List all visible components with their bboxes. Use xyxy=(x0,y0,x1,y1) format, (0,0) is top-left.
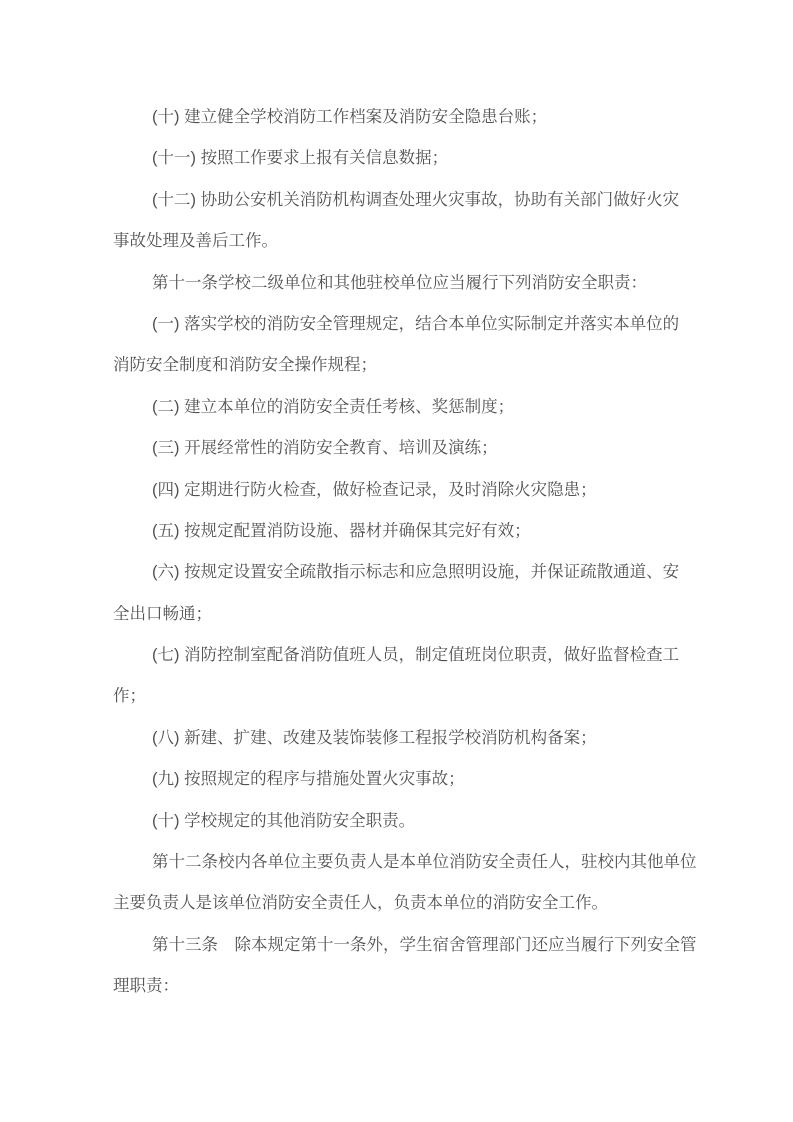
text-line: (十一) 按照工作要求上报有关信息数据； xyxy=(152,149,449,168)
text-line: 第十一条学校二级单位和其他驻校单位应当履行下列消防安全职责： xyxy=(152,273,647,292)
text-line: 第十二条校内各单位主要负责人是本单位消防安全责任人，驻校内其他单位 xyxy=(152,853,697,872)
text-line: 理职责： xyxy=(113,977,179,996)
text-line: 主要负责人是该单位消防安全责任人，负责本单位的消防安全工作。 xyxy=(113,894,608,913)
text-line: 事故处理及善后工作。 xyxy=(113,232,278,251)
text-line: (三) 开展经常性的消防安全教育、培训及演练； xyxy=(152,439,498,458)
text-line: (八) 新建、扩建、改建及装饰装修工程报学校消防机构备案； xyxy=(152,728,597,747)
text-line: (七) 消防控制室配备消防值班人员，制定值班岗位职责，做好监督检查工 xyxy=(152,646,680,665)
text-line: (一) 落实学校的消防安全管理规定，结合本单位实际制定并落实本单位的 xyxy=(152,314,680,333)
text-line: (九) 按照规定的程序与措施处置火灾事故； xyxy=(152,770,465,789)
text-line: 第十三条 除本规定第十一条外，学生宿舍管理部门还应当履行下列安全管 xyxy=(152,935,697,954)
text-line: (十) 建立健全学校消防工作档案及消防安全隐患台账； xyxy=(152,108,548,126)
text-line: (五) 按规定配置消防设施、器材并确保其完好有效； xyxy=(152,521,531,540)
text-line: (十二) 协助公安机关消防机构调查处理火灾事故，协助有关部门做好火灾 xyxy=(152,190,680,209)
text-line: (二) 建立本单位的消防安全责任考核、奖惩制度； xyxy=(152,397,515,416)
text-line: (十) 学校规定的其他消防安全职责。 xyxy=(152,811,416,830)
text-line: 作； xyxy=(113,687,146,706)
text-line: (四) 定期进行防火检查，做好检查记录，及时消除火灾隐患； xyxy=(152,480,597,499)
text-line: 消防安全制度和消防安全操作规程； xyxy=(113,356,377,375)
document-text xyxy=(113,97,713,1008)
text-line: (六) 按规定设置安全疏散指示标志和应急照明设施，并保证疏散通道、安 xyxy=(152,563,680,582)
text-line: 全出口畅通； xyxy=(113,604,212,623)
